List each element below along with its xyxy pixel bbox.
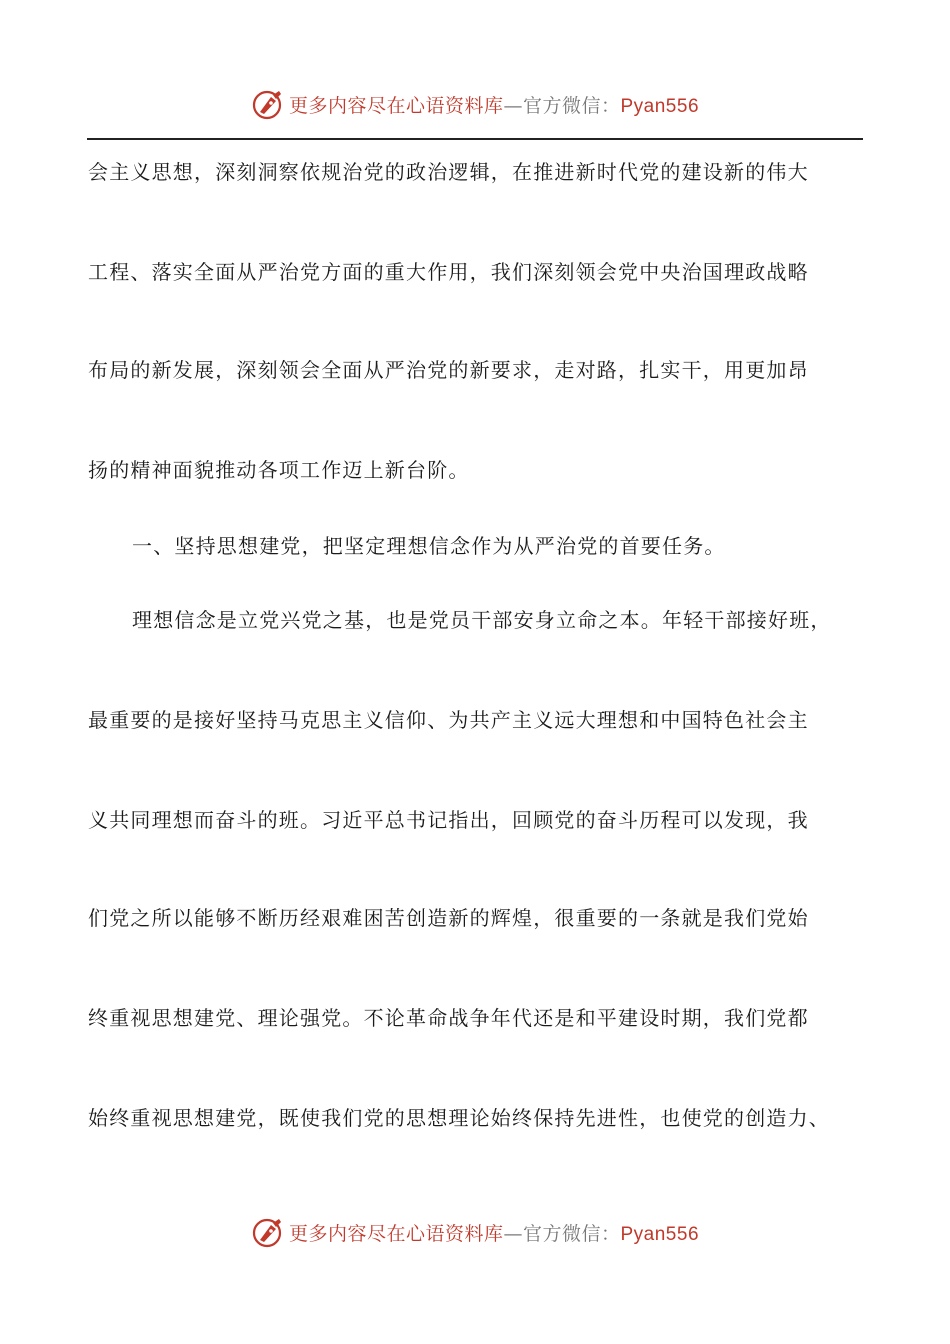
watermark-text: 更多内容尽在心语资料库—官方微信：Pyan556 <box>288 1222 700 1245</box>
body-text-line: 会主义思想，深刻洞察依规治党的政治逻辑，在推进新时代党的建设新的伟大 <box>88 160 809 184</box>
body-text-line: 终重视思想建党、理论强党。不论革命战争年代还是和平建设时期，我们党都 <box>88 1006 809 1030</box>
body-text-line: 最重要的是接好坚持马克思主义信仰、为共产主义远大理想和中国特色社会主 <box>88 708 809 732</box>
footer-watermark <box>0 1212 950 1252</box>
body-text-line: 们党之所以能够不断历经艰难困苦创造新的辉煌，很重要的一条就是我们党始 <box>88 906 809 930</box>
header-watermark <box>0 84 950 124</box>
body-text-line: 布局的新发展，深刻领会全面从严治党的新要求，走对路，扎实干，用更加昂 <box>88 358 809 382</box>
body-text-line: 扬的精神面貌推动各项工作迈上新台阶。 <box>88 458 470 482</box>
pen-nib-circle-icon <box>251 1215 285 1249</box>
pen-nib-circle-icon <box>251 87 285 121</box>
header-divider <box>87 138 863 140</box>
body-text-line: 工程、落实全面从严治党方面的重大作用，我们深刻领会党中央治国理政战略 <box>88 260 809 284</box>
watermark-text: 更多内容尽在心语资料库—官方微信：Pyan556 <box>288 94 700 117</box>
body-text-line: 理想信念是立党兴党之基，也是党员干部安身立命之本。年轻干部接好班， <box>132 608 832 632</box>
body-text-line: 始终重视思想建党，既使我们党的思想理论始终保持先进性，也使党的创造力、 <box>88 1106 830 1130</box>
body-text-line: 义共同理想而奋斗的班。习近平总书记指出，回顾党的奋斗历程可以发现，我 <box>88 808 809 832</box>
section-heading: 一、坚持思想建党，把坚定理想信念作为从严治党的首要任务。 <box>132 534 726 558</box>
